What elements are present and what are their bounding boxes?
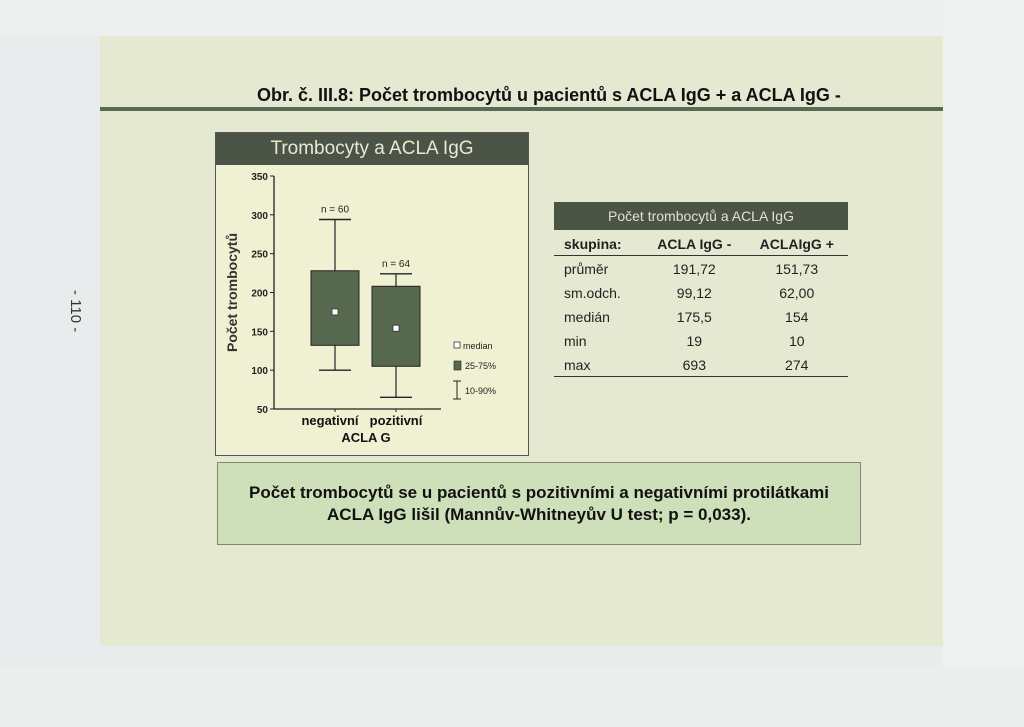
stats-table bbox=[554, 230, 848, 377]
iqr-box bbox=[311, 271, 359, 346]
box-plot bbox=[216, 133, 528, 455]
stat-value-positive: 154 bbox=[785, 308, 809, 325]
stats-table-title: Počet trombocytů a ACLA IgG bbox=[554, 202, 848, 230]
y-tick-label: 50 bbox=[256, 405, 268, 416]
sample-size-label: n = 60 bbox=[320, 204, 350, 216]
chart-title: Trombocyty a ACLA IgG bbox=[216, 133, 528, 165]
stat-value-positive: 151,73 bbox=[775, 260, 819, 277]
stat-label: průměr bbox=[564, 260, 609, 277]
stats-row-min bbox=[554, 328, 848, 352]
scan-margin-top bbox=[0, 0, 1024, 36]
stat-value-positive: 10 bbox=[788, 332, 805, 349]
legend-box-swatch bbox=[454, 361, 461, 370]
figure-title: Obr. č. III.8: Počet trombocytů u pacientů s ACLA IgG + a ACLA IgG - bbox=[257, 85, 841, 105]
stats-row-mean bbox=[554, 256, 848, 281]
y-tick-label: 250 bbox=[251, 249, 268, 261]
stat-label: max bbox=[554, 352, 643, 377]
stat-value-positive: 62,00 bbox=[779, 284, 815, 301]
x-category-label: negativní bbox=[301, 413, 359, 428]
scan-margin-right bbox=[942, 0, 1024, 727]
median-marker bbox=[332, 309, 338, 315]
side-page-number: - 110 - bbox=[67, 290, 84, 333]
stats-table-panel bbox=[554, 202, 848, 377]
col-header-negative: ACLA IgG - bbox=[643, 230, 745, 256]
stat-label: sm.odch. bbox=[564, 284, 621, 301]
col-header-group: skupina: bbox=[554, 230, 643, 256]
stat-value-positive: 274 bbox=[745, 352, 848, 377]
col-header-positive: ACLAIgG + bbox=[745, 230, 848, 256]
x-axis-label: ACLA G bbox=[341, 430, 391, 445]
conclusion-line-1: Počet trombocytů se u pacientů s pozitivními a negativními protilátkami bbox=[248, 483, 829, 502]
chart-panel bbox=[215, 132, 529, 456]
stat-value-negative: 191,72 bbox=[672, 260, 716, 277]
stat-value-negative: 99,12 bbox=[676, 284, 712, 301]
stats-header-row bbox=[554, 230, 848, 256]
legend-median-swatch bbox=[454, 342, 460, 348]
y-tick-label: 350 bbox=[251, 172, 268, 183]
title-divider bbox=[100, 107, 943, 111]
stats-row-median bbox=[554, 304, 848, 328]
legend-box-label: 25-75% bbox=[465, 361, 497, 371]
stat-value-negative: 19 bbox=[686, 332, 703, 349]
scan-margin-bottom bbox=[0, 667, 1024, 727]
stats-row-sd bbox=[554, 280, 848, 304]
median-marker bbox=[393, 325, 399, 331]
legend-median-label: median bbox=[463, 341, 493, 351]
conclusion-box bbox=[217, 462, 861, 545]
stat-label: medián bbox=[564, 308, 610, 325]
x-category-label: pozitivní bbox=[369, 413, 423, 428]
conclusion-line-2: ACLA IgG lišil (Mannův-Whitneyův U test; p = 0,033). bbox=[327, 505, 751, 524]
stat-value-negative: 693 bbox=[643, 352, 745, 377]
legend-whisker-label: 10-90% bbox=[465, 386, 497, 396]
y-axis-label: Počet trombocytů bbox=[224, 232, 240, 353]
y-tick-label: 100 bbox=[251, 366, 268, 378]
y-tick-label: 300 bbox=[251, 210, 268, 222]
stat-label: min bbox=[564, 332, 587, 349]
stat-value-negative: 175,5 bbox=[676, 308, 712, 325]
y-tick-label: 150 bbox=[251, 327, 268, 339]
stats-row-max bbox=[554, 352, 848, 377]
y-tick-label: 200 bbox=[251, 288, 268, 300]
sample-size-label: n = 64 bbox=[381, 258, 411, 270]
